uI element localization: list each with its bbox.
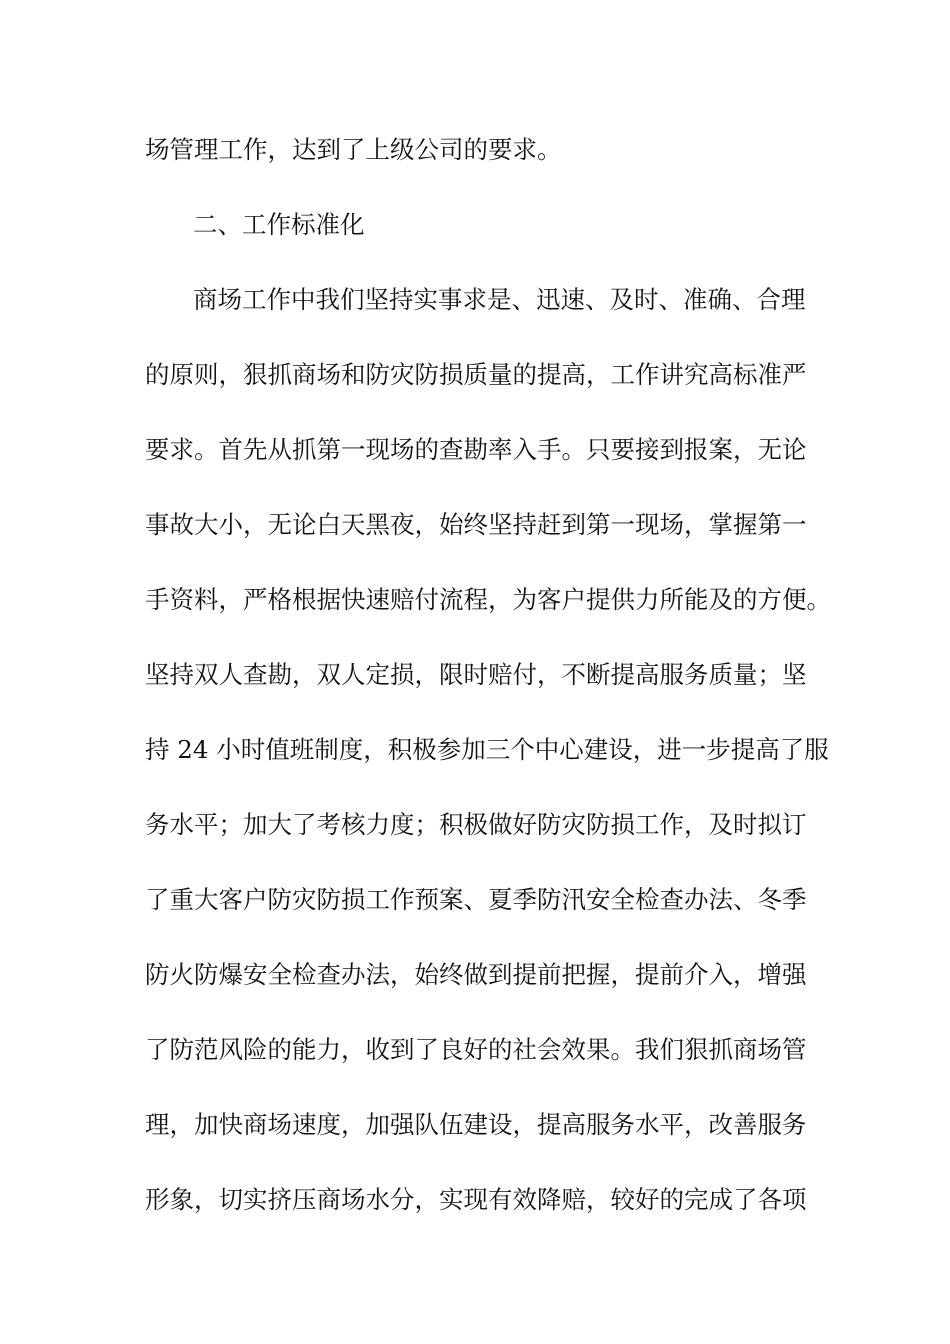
text-line: 商场工作中我们坚持实事求是、迅速、及时、准确、合理 [193,285,806,314]
section-heading: 二、工作标准化 [193,210,365,239]
text-line: 了重大客户防灾防损工作预案、夏季防汛安全检查办法、冬季 [145,885,807,914]
text-line: 务水平；加大了考核力度；积极做好防灾防损工作，及时拟订 [145,810,807,839]
text-line: 防火防爆安全检查办法，始终做到提前把握，提前介入，增强 [145,960,807,989]
text-line: 要求。首先从抓第一现场的查勘率入手。只要接到报案，无论 [145,435,807,464]
text-line: 手资料，严格根据快速赔付流程，为客户提供力所能及的方便。 [145,585,831,614]
text-line: 理，加快商场速度，加强队伍建设，提高服务水平，改善服务 [145,1110,807,1139]
text-line: 形象，切实挤压商场水分，实现有效降赔，较好的完成了各项 [145,1185,807,1214]
text-line: 场管理工作，达到了上级公司的要求。 [145,135,562,164]
text-line: 坚持双人查勘，双人定损，限时赔付，不断提高服务质量；坚 [145,660,807,689]
text-line: 了防范风险的能力，收到了良好的社会效果。我们狠抓商场管 [145,1035,807,1064]
text-line: 持 24 小时值班制度，积极参加三个中心建设，进一步提高了服 [145,735,829,764]
text-line: 事故大小，无论白天黑夜，始终坚持赶到第一现场，掌握第一 [145,510,807,539]
text-line: 的原则，狠抓商场和防灾防损质量的提高，工作讲究高标准严 [145,360,807,389]
